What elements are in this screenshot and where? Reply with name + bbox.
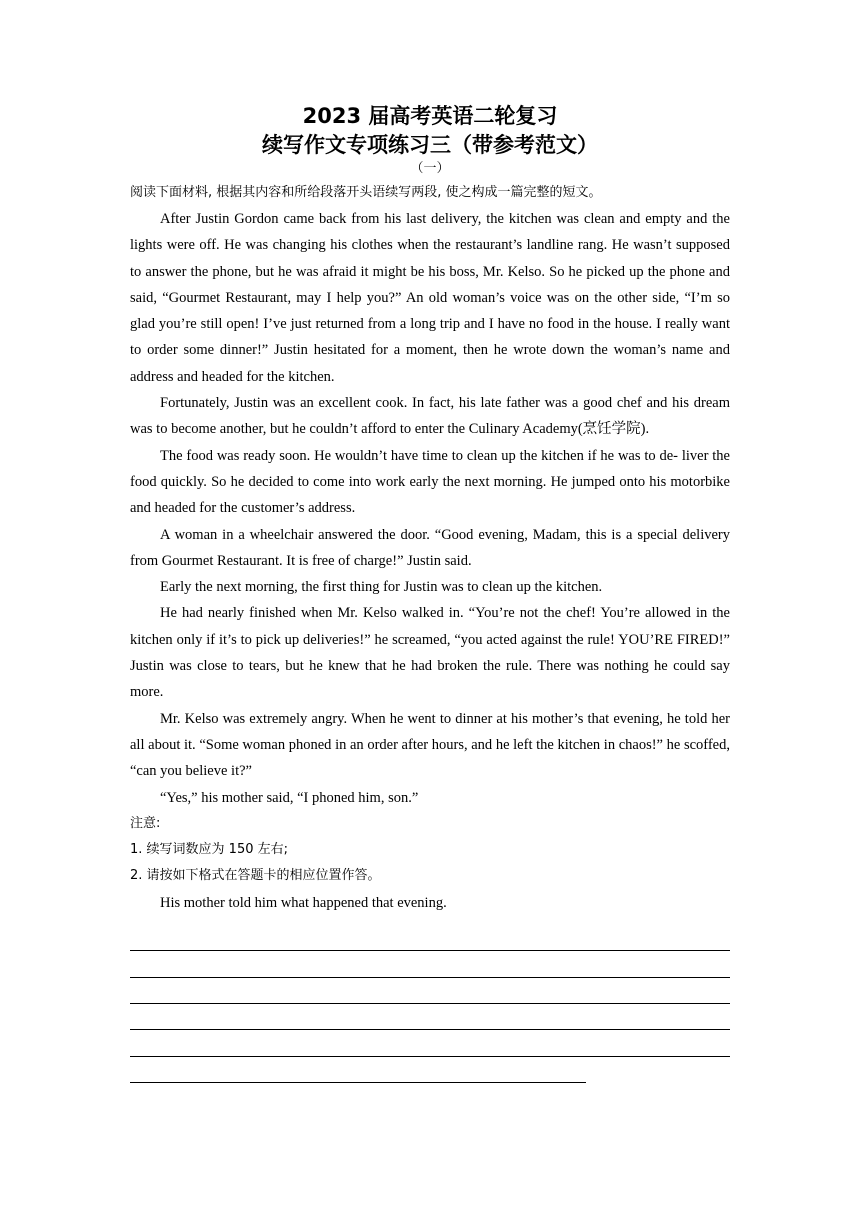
story-paragraph-4: A woman in a wheelchair answered the door. “Good evening, Madam, this is a special delivery from Gourmet Restaurant. It is free of charge!” Justin said.: [130, 526, 730, 569]
answer-line: [130, 951, 730, 977]
answer-lines: [130, 925, 730, 1083]
answer-line: [130, 1057, 586, 1083]
note-item-2: 2. 请按如下格式在答题卡的相应位置作答。: [130, 868, 381, 884]
answer-line: [130, 1004, 730, 1030]
instruction-text: 阅读下面材料, 根据其内容和所给段落开头语续写两段, 使之构成一篇完整的短文。: [130, 185, 602, 200]
opening-sentence: His mother told him what happened that evening.: [160, 894, 447, 911]
story-paragraph-7: Mr. Kelso was extremely angry. When he went to dinner at his mother’s that evening, he told her all about it. “Some woman phoned in an order after hours, and he left the kitchen in chaos!” he scoffed, “can you believe it?”: [130, 710, 730, 780]
story-paragraph-8: “Yes,” his mother said, “I phoned him, son.”: [160, 789, 419, 806]
answer-line: [130, 925, 730, 951]
notes-title: 注意:: [130, 815, 161, 831]
story-paragraph-1: After Justin Gordon came back from his last delivery, the kitchen was clean and empty and the lights were off. He was changing his clothes when the restaurant’s landline rang. He wasn’t supposed to answer the phone, but he was afraid it might be his boss, Mr. Kelso. So he picked up the phone and said, “Gourmet Restaurant, may I help you?” An old woman’s voice was on the other side, “I’m so glad you’re still open! I’ve just returned from a long trip and I have no food in the house. I really want to order some dinner!” Justin hesitated for a moment, then he wrote down the woman’s name and address and headed for the kitchen.: [130, 211, 730, 385]
story-paragraph-5: Early the next morning, the first thing for Justin was to clean up the kitchen.: [160, 579, 603, 596]
title-line-2: 续写作文专项练习三（带参考范文）: [262, 133, 598, 157]
answer-line: [130, 978, 730, 1004]
section-number: （一）: [410, 161, 450, 176]
note-item-1: 1. 续写词数应为 150 左右;: [130, 842, 288, 858]
document-page: [130, 102, 730, 1083]
story-paragraph-3: The food was ready soon. He wouldn’t have time to clean up the kitchen if he was to de- liver the food quickly. So he decided to come into work early the next morning. He jumped onto his motorbike and headed for the customer’s address.: [130, 447, 730, 517]
answer-line: [130, 1030, 730, 1056]
story-paragraph-6: He had nearly finished when Mr. Kelso walked in. “You’re not the chef! You’re allowed in the kitchen only if it’s to pick up deliveries!” he screamed, “you acted against the rule! YOU’RE FIRED!” Justin was close to tears, but he knew that he had broken the rule. There was nothing he could say more.: [130, 605, 730, 701]
story-paragraph-2: Fortunately, Justin was an excellent cook. In fact, his late father was a good chef and his dream was to become another, but he couldn’t afford to enter the Culinary Academy(烹饪学院).: [130, 395, 730, 438]
story-body: [130, 206, 730, 811]
title-line-1: 2023 届高考英语二轮复习: [302, 104, 558, 128]
